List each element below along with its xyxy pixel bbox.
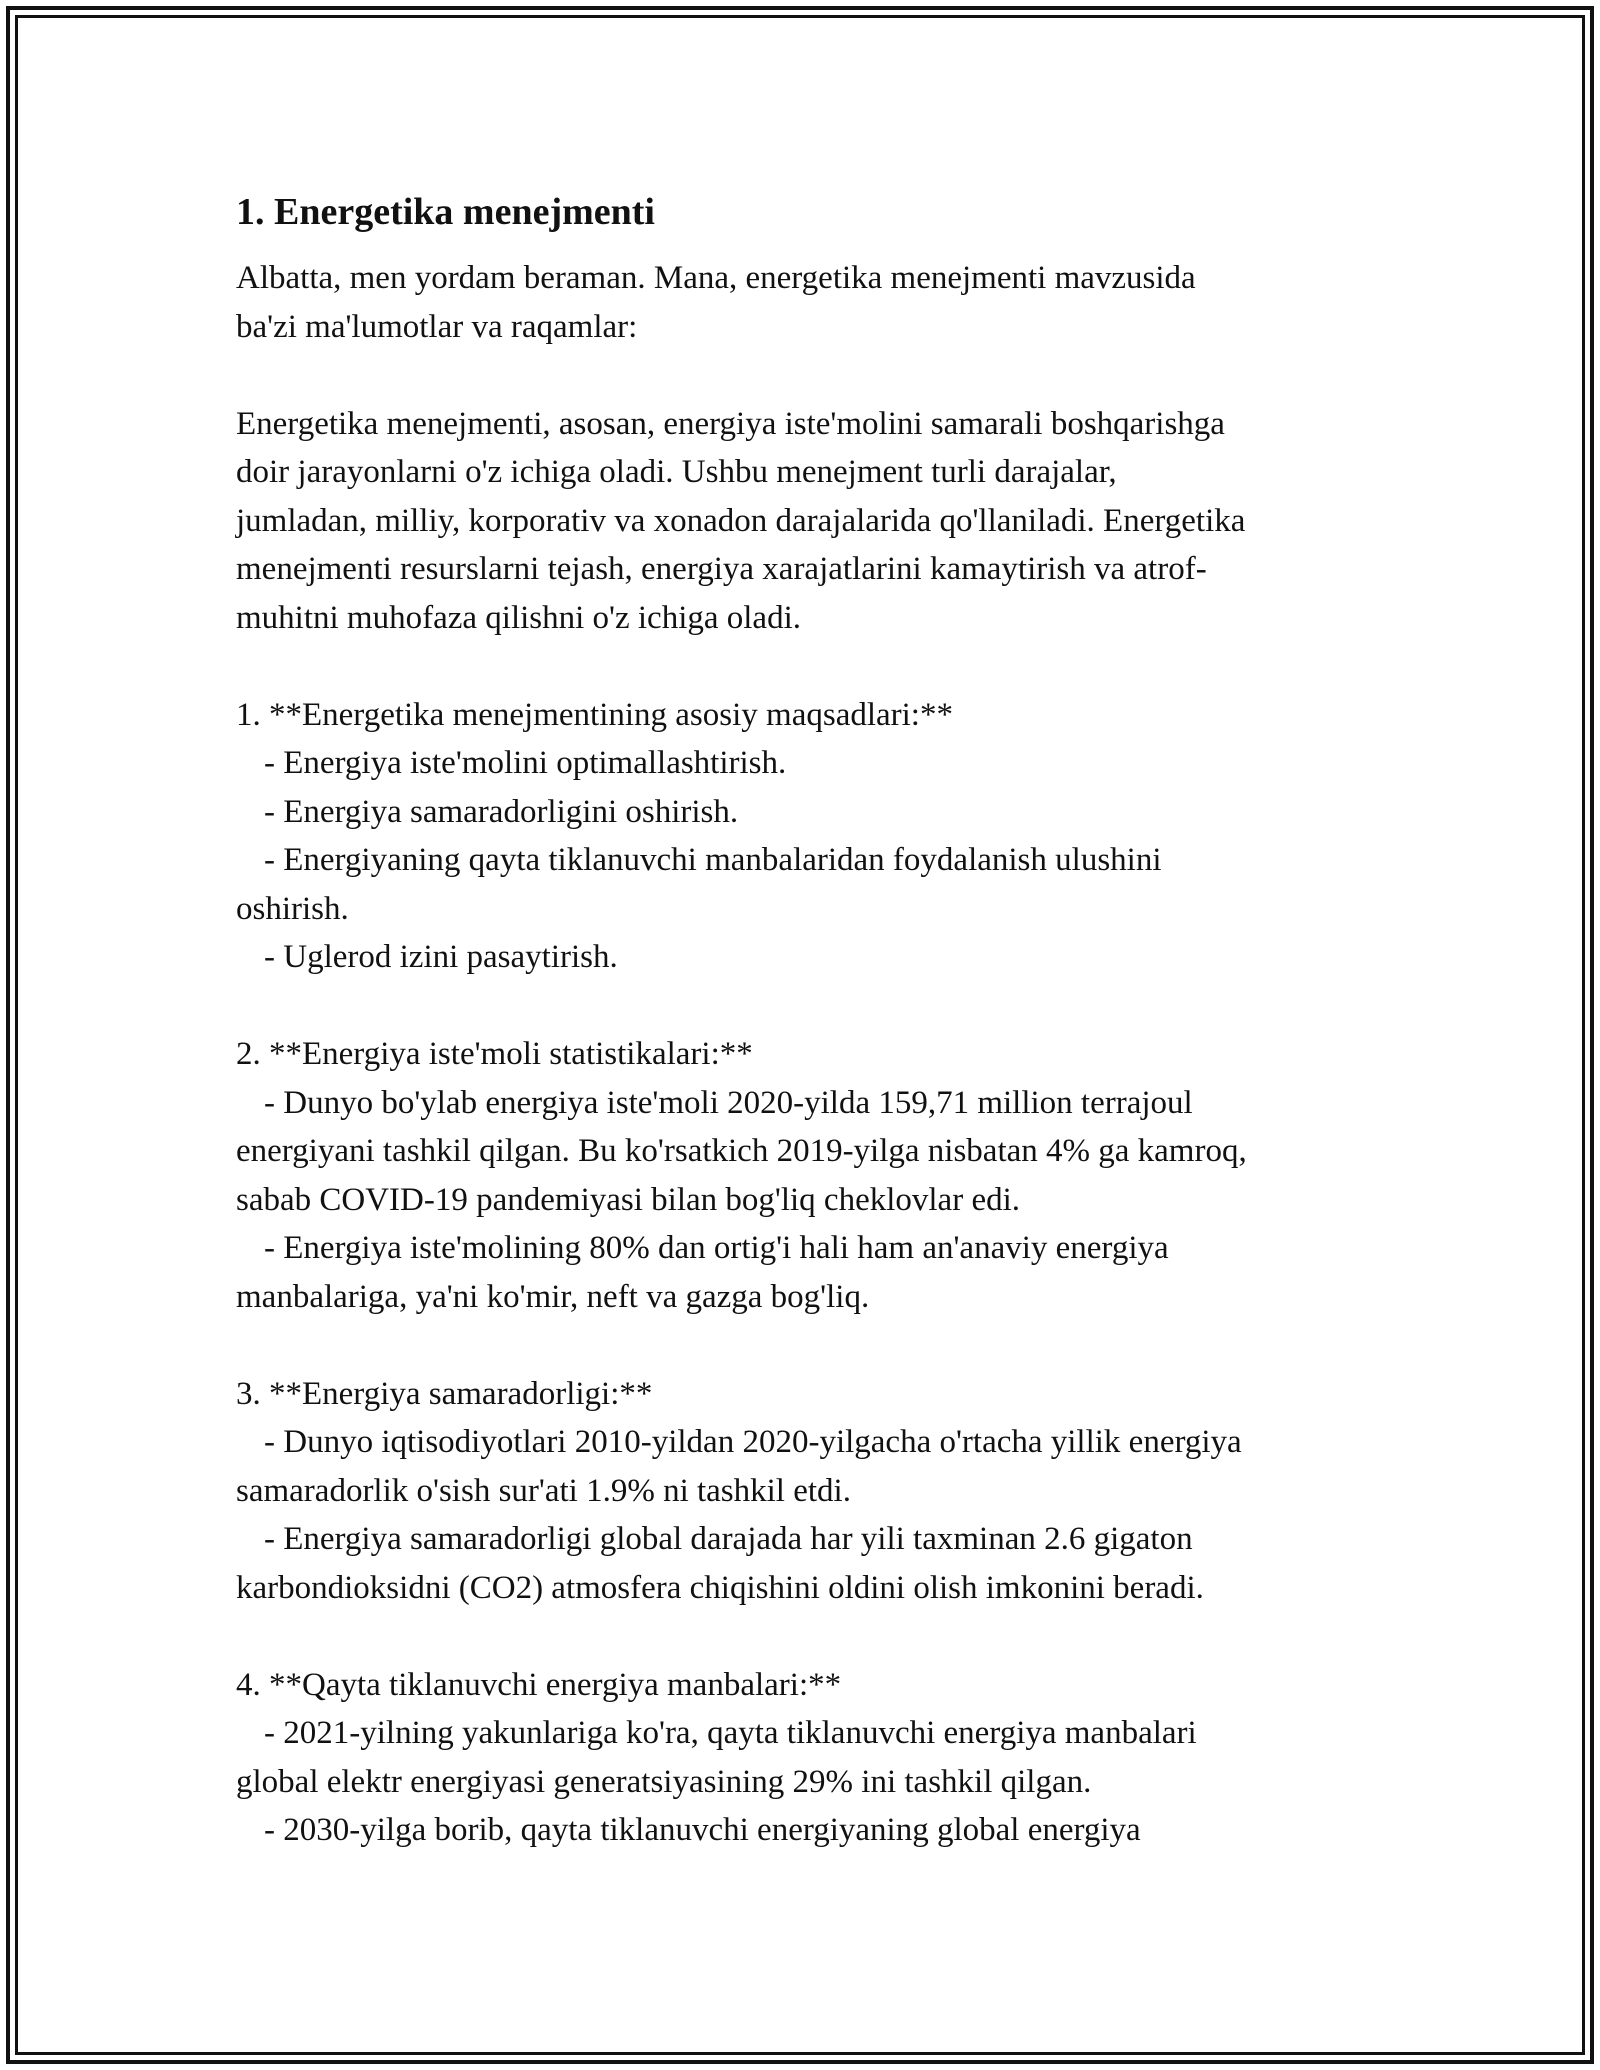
section-title: 4. **Qayta tiklanuvchi energiya manbalari:**: [236, 1666, 842, 1703]
paragraph-gap: [236, 642, 1416, 691]
section-title: 2. **Energiya iste'moli statistikalari:**: [236, 1036, 753, 1072]
body-paragraph: [236, 400, 1416, 643]
body-line: muhitni muhofaza qilishni o'z ichiga oladi.: [236, 599, 801, 636]
list-item: - Energiya samaradorligini oshirish.: [264, 793, 739, 830]
body-line: menejmenti resurslarni tejash, energiya xarajatlarini kamaytirish va atrof-: [236, 551, 1207, 587]
body-line: doir jarayonlarni o'z ichiga oladi. Ushbu menejment turli darajalar,: [236, 454, 1117, 490]
list-item: - Energiya iste'molining 80% dan ortig'i hali ham an'anaviy energiya manbalariga, ya'ni ko'mir, neft va gazga bog'liq.: [236, 1230, 1169, 1315]
intro-paragraph: [236, 254, 1416, 351]
body-line: jumladan, milliy, korporativ va xonadon darajalarida qo'llaniladi. Energetika: [236, 502, 1246, 539]
section-consumption-statistics: [236, 1030, 1416, 1321]
intro-line: Albatta, men yordam beraman. Mana, energetika menejmenti mavzusida: [236, 260, 1196, 296]
section-title: 1. **Energetika menejmentining asosiy maqsadlari:**: [236, 696, 953, 733]
section-title: 3. **Energiya samaradorligi:**: [236, 1375, 653, 1412]
list-item: - Dunyo iqtisodiyotlari 2010-yildan 2020-yilgacha o'rtacha yillik energiya samaradorlik o'sish sur'ati 1.9% ni tashkil etdi.: [236, 1424, 1242, 1509]
paragraph-gap: [236, 351, 1416, 400]
body-line: Energetika menejmenti, asosan, energiya iste'molini samarali boshqarishga: [236, 405, 1225, 442]
section-renewables: [236, 1661, 1416, 1855]
list-item: - Uglerod izini pasaytirish.: [264, 939, 618, 975]
list-item: - Energiyaning qayta tiklanuvchi manbalaridan foydalanish ulushini oshirish.: [236, 842, 1162, 927]
document-page: [236, 186, 1416, 1855]
list-item: - Dunyo bo'ylab energiya iste'moli 2020-yilda 159,71 million terrajoul energiyani tashkil qilgan. Bu ko'rsatkich 2019-yilga nisbatan 4% ga kamroq, sabab COVID-19 pandemiyasi bilan bog'liq cheklovlar edi.: [236, 1084, 1247, 1218]
intro-line: ba'zi ma'lumotlar va raqamlar:: [236, 308, 638, 345]
document-heading: 1. Energetika menejmenti: [236, 191, 655, 233]
paragraph-gap: [236, 1321, 1416, 1370]
list-item: - Energiya samaradorligi global darajada har yili taxminan 2.6 gigaton karbondioksidni (CO2) atmosfera chiqishini oldini olish imkonini beradi.: [236, 1521, 1204, 1606]
section-goals: [236, 691, 1416, 982]
paragraph-gap: [236, 1612, 1416, 1661]
paragraph-gap: [236, 982, 1416, 1031]
list-item: - 2021-yilning yakunlariga ko'ra, qayta tiklanuvchi energiya manbalari global elektr energiyasi generatsiyasining 29% ini tashkil qilgan.: [236, 1715, 1197, 1800]
section-efficiency: [236, 1370, 1416, 1613]
list-item: - 2030-yilga borib, qayta tiklanuvchi energiyaning global energiya: [264, 1812, 1141, 1848]
list-item: - Energiya iste'molini optimallashtirish.: [264, 745, 787, 781]
